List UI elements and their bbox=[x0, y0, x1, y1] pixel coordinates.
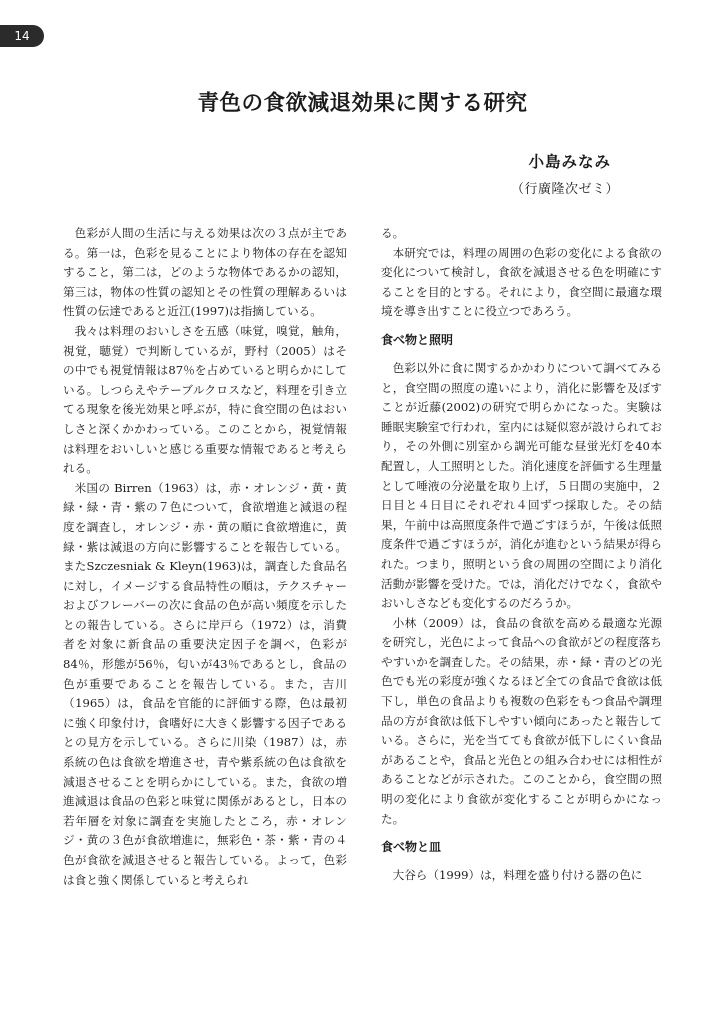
article-title: 青色の食欲減退効果に関する研究 bbox=[197, 91, 528, 116]
body-paragraph: 色彩以外に食に関するかかわりについて調べてみると，食空間の照度の違いにより，消化に影響を及ぼすことが近藤(2002)の研究で明らかになった。実験は睡眠実験室で行われ，室内には疑似窓が設けられており，その外側に別室から調光可能な昼蛍光灯を40本配置し，人工照明とした。消化速度を評価する生理量として唾液の分泌量を取り上げ，５日間の実施中，２日目と４日目にそれぞれ４回ずつ採取した。その結果，午前中は高照度条件で過ごすほうが，午後は低照度条件で過ごすほうが，消化が進むという結果が得られた。つまり，照明という食の周囲の空間により消化活動が影響を受けた。では，消化だけでなく，食欲やおいしさなども変化するのだろうか。 bbox=[381, 360, 662, 611]
continued-paragraph: る。 bbox=[381, 226, 405, 240]
page-number: 14 bbox=[14, 29, 30, 43]
body-paragraph: 米国の Birren（1963）は，赤・オレンジ・黄・黄緑・緑・青・紫の７色について，食欲増進と減退の程度を調査し，オレンジ・赤・黄の順に食欲増進に，黄緑・紫は減退の方向に影響することを報告している。またSzczesniak & Kleyn(1963)は，調査した食品名に対し，イメージする食品特性の順は，テクスチャーおよびフレーバーの次に食品の色が高い頻度を示したとの報告している。さらに岸戸ら（1972）は，消費者を対象に新食品の重要決定因子を調べ，色彩が84％，形態が56％，匂いが43％であるとし，食品の色が重要であることを報告している。また，吉川（1965）は，食品を官能的に評価する際，色は最初に強く印象付け，食嗜好に大きく影響する因子であるとの見方を示している。さらに川染（1987）は，赤系統の色は食欲を増進させ，青や紫系統の色は食欲を減退させることを明らかにしている。また，食欲の増進減退は食品の色彩と味覚に関係があるとし，日本の若年層を対象に調査を実施したところ，赤・オレンジ・黄の３色が食欲増進に，無彩色・茶・紫・青の４色が食欲を減退させると報告している。よって，色彩は食と強く関係していると考えられ bbox=[63, 480, 347, 887]
author-affiliation: （行廣隆次ゼミ） bbox=[510, 182, 619, 197]
page-number-tab bbox=[0, 25, 44, 47]
section-heading-lighting: 食べ物と照明 bbox=[381, 332, 454, 347]
body-paragraph: 小林（2009）は，食品の食欲を高める最適な光源を研究し，光色によって食品への食欲がどの程度落ちやすいかを調査した。その結果，赤・緑・青のどの光色でも光の彩度が強くなるほど全ての食品で食欲は低下し，単色の食品よりも複数の色彩をもつ食品や調理品の方が食欲は低下しやすい傾向にあったと報告している。さらに，光を当てても食欲が低下しにくい食品があることや，食品と光色との組み合わせには相性があることなどが示された。このことから，食空間の照明の変化により食欲が変化することが明らかになった。 bbox=[381, 615, 662, 826]
section-heading-plates: 食べ物と皿 bbox=[381, 840, 442, 855]
author-name: 小島みなみ bbox=[528, 152, 611, 171]
body-paragraph: 本研究では，料理の周囲の色彩の変化による食欲の変化について検討し，食欲を減退させる色を明確にすることを目的とする。それにより，食空間に最適な環境を導き出すことに役立つであろう。 bbox=[381, 245, 662, 319]
body-paragraph: 色彩が人間の生活に与える効果は次の３点が主である。第一は，色彩を見ることにより物体の存在を認知すること，第二は，どのような物体であるかの認知，第三は，物体の性質の認知とその性質の理解あるいは性質の伝達であると近江(1997)は指摘している。 bbox=[63, 226, 347, 319]
right-column bbox=[381, 224, 662, 886]
body-paragraph: 大谷ら（1999）は，料理を盛り付ける器の色に bbox=[392, 868, 643, 883]
body-paragraph: 我々は料理のおいしさを五感（味覚，嗅覚，触角，視覚，聴覚）で判断しているが，野村（2005）はその中でも視覚情報は87％を占めていると明らかにしている。しつらえやテーブルクロスなど，料理を引き立てる現象を後光効果と呼ぶが，特に食空間の色はおいしさと深くかかわっている。このことから，視覚情報は料理をおいしいと感じる重要な情報であると考えられる。 bbox=[63, 323, 347, 476]
left-column bbox=[63, 224, 347, 890]
